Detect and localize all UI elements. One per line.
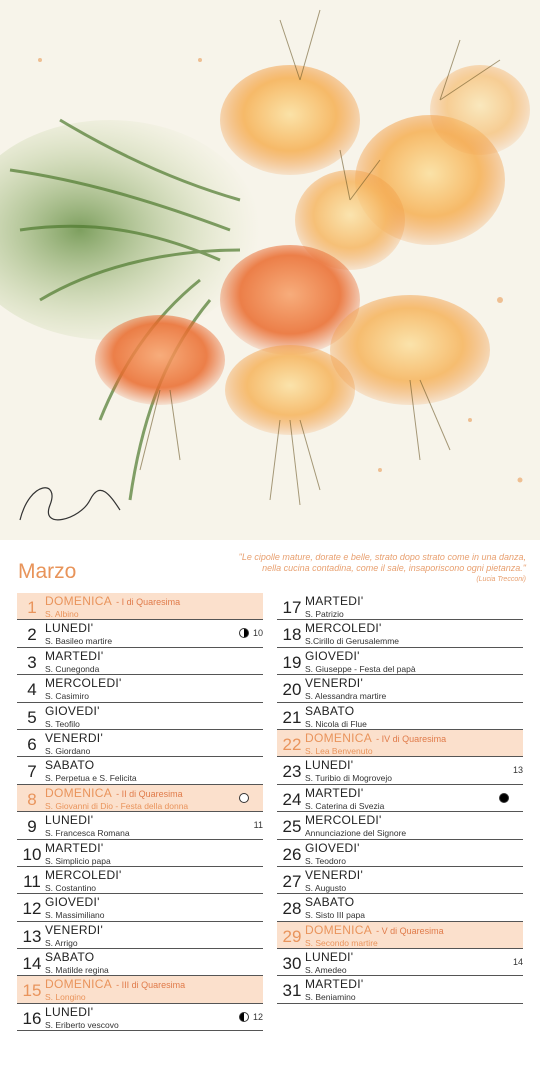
weekday-name: DOMENICA	[305, 922, 373, 937]
calendar-day-row	[277, 620, 523, 647]
calendar-column-left	[17, 593, 263, 1031]
weekday-name: VENERDI'	[45, 922, 104, 937]
weekday-name: SABATO	[45, 758, 95, 773]
day-number: 19	[282, 652, 302, 672]
calendar-day-row	[17, 730, 263, 757]
saint-name: S. Giordano	[45, 745, 91, 756]
day-number: 3	[27, 652, 37, 672]
calendar-day-row	[277, 812, 523, 839]
saint-name: S. Longino	[45, 992, 86, 1003]
saint-name: S. Beniamino	[305, 992, 356, 1003]
liturgical-note: - III di Quaresima	[116, 980, 186, 991]
weekday-label	[45, 731, 103, 745]
day-number: 24	[282, 789, 302, 809]
quote-author: (Lucia Trecconi)	[476, 576, 526, 583]
calendar-day-row	[277, 785, 523, 812]
calendar-day-row	[277, 840, 523, 867]
weekday-label	[305, 621, 382, 635]
moon-phase-icon	[239, 793, 249, 803]
day-number: 25	[282, 817, 302, 837]
liturgical-note: - I di Quaresima	[116, 597, 181, 607]
weekday-label	[305, 704, 354, 718]
week-number: 14	[512, 957, 523, 968]
calendar-day-row	[17, 867, 263, 894]
week-number: 10	[252, 628, 263, 639]
weekday-label	[45, 950, 94, 964]
weekday-label	[45, 841, 103, 855]
calendar-day-row	[17, 703, 263, 730]
day-number: 20	[282, 680, 302, 700]
weekday-label	[45, 649, 103, 663]
weekday-label	[45, 621, 93, 635]
saint-name: S. Francesca Romana	[45, 828, 130, 839]
weekday-name: MERCOLEDI'	[305, 621, 382, 636]
day-number: 29	[282, 926, 302, 946]
day-number: 28	[282, 899, 302, 919]
day-number: 22	[282, 734, 302, 754]
weekday-label	[305, 786, 363, 800]
weekday-name: MERCOLEDI'	[305, 813, 382, 828]
calendar-day-row	[17, 593, 263, 620]
day-number: 26	[282, 844, 302, 864]
day-number: 17	[282, 598, 302, 617]
moon-phase-icon	[239, 1012, 249, 1022]
day-number: 31	[282, 981, 302, 1001]
liturgical-note: - V di Quaresima	[376, 925, 444, 936]
saint-name: S. Matilde regina	[45, 965, 109, 976]
weekday-label	[305, 813, 382, 827]
weekday-label	[305, 950, 353, 964]
calendar-day-row	[277, 648, 523, 675]
calendar-column-right	[277, 593, 523, 1004]
day-number: 9	[27, 817, 37, 837]
weekday-label	[45, 1005, 93, 1019]
weekday-name: MARTEDI'	[305, 594, 364, 608]
week-number: 13	[512, 765, 523, 776]
weekday-label	[305, 676, 363, 690]
calendar-day-row	[17, 648, 263, 675]
weekday-label	[305, 868, 363, 882]
weekday-name: MERCOLEDI'	[45, 867, 122, 882]
saint-name: S. Cunegonda	[45, 663, 100, 674]
calendar-day-row	[277, 867, 523, 894]
calendar-day-row	[17, 949, 263, 976]
calendar-day-row	[17, 675, 263, 702]
saint-name: S. Basileo martire	[45, 636, 113, 647]
day-number: 27	[282, 871, 302, 891]
saint-name: S. Massimiliano	[45, 910, 105, 921]
weekday-label	[305, 841, 360, 855]
saint-name: S. Alessandra martire	[305, 691, 387, 702]
weekday-name: VENERDI'	[305, 676, 364, 691]
day-number: 13	[22, 926, 42, 946]
weekday-name: MARTEDI'	[305, 977, 364, 992]
saint-name: S.Cirillo di Gerusalemme	[305, 636, 399, 647]
weekday-name: VENERDI'	[45, 730, 104, 745]
weekday-label	[45, 923, 103, 937]
quote-text: "Le cipolle mature, dorate e belle, strato dopo strato come in una danza, nella cucina contadina, come il sale, insaporiscono ogni pietanza."	[238, 552, 526, 573]
saint-name: S. Casimiro	[45, 691, 89, 702]
day-number: 15	[22, 981, 42, 1001]
saint-name: S. Arrigo	[45, 937, 78, 948]
weekday-name: LUNEDI'	[305, 758, 354, 773]
weekday-name: LUNEDI'	[305, 950, 354, 965]
weekday-name: MARTEDI'	[305, 785, 364, 800]
saint-name: S. Simplicio papa	[45, 855, 111, 866]
saint-name: S. Augusto	[305, 882, 347, 893]
calendar-day-row	[277, 703, 523, 730]
saint-name: S. Caterina di Svezia	[305, 800, 385, 811]
weekday-label	[305, 977, 363, 991]
weekday-name: DOMENICA	[305, 730, 373, 745]
moon-phase-icon	[239, 628, 249, 638]
weekday-label	[305, 594, 363, 608]
saint-name: S. Sisto III papa	[305, 910, 366, 921]
weekday-name: MARTEDI'	[45, 648, 104, 663]
liturgical-note: - II di Quaresima	[116, 788, 183, 799]
day-number: 4	[27, 680, 37, 700]
calendar-day-row	[17, 976, 263, 1003]
week-number: 12	[252, 1011, 263, 1022]
weekday-name: DOMENICA	[45, 977, 113, 992]
calendar-day-row	[277, 730, 523, 757]
calendar-day-row	[277, 675, 523, 702]
weekday-name: GIOVEDI'	[45, 895, 100, 910]
weekday-name: LUNEDI'	[45, 813, 94, 828]
moon-phase-icon	[499, 793, 509, 803]
calendar-day-row	[17, 894, 263, 921]
weekday-name: DOMENICA	[45, 785, 113, 800]
weekday-label	[305, 758, 353, 772]
weekday-label	[45, 786, 183, 800]
weekday-label	[45, 868, 122, 882]
weekday-name: MARTEDI'	[45, 840, 104, 855]
weekday-label	[305, 649, 360, 663]
weekday-name: DOMENICA	[45, 594, 113, 608]
weekday-label	[45, 704, 100, 718]
calendar-day-row	[17, 757, 263, 784]
saint-name: S. Turibio di Mogrovejo	[305, 773, 392, 784]
day-number: 6	[27, 734, 37, 754]
day-number: 8	[27, 789, 37, 809]
weekday-label	[45, 813, 93, 827]
saint-name: S. Giuseppe - Festa del papà	[305, 663, 416, 674]
calendar-day-row	[17, 785, 263, 812]
day-number: 30	[282, 954, 302, 974]
calendar-day-row	[17, 620, 263, 647]
day-number: 12	[22, 899, 42, 919]
weekday-name: GIOVEDI'	[45, 703, 100, 718]
day-number: 23	[282, 762, 302, 782]
day-number: 14	[22, 954, 42, 974]
day-number: 1	[27, 598, 37, 617]
weekday-name: GIOVEDI'	[305, 648, 360, 663]
day-number: 18	[282, 625, 302, 645]
weekday-name: GIOVEDI'	[305, 840, 360, 855]
calendar-day-row	[277, 894, 523, 921]
liturgical-note: - IV di Quaresima	[376, 733, 447, 744]
saint-name: S. Secondo martire	[305, 937, 378, 948]
calendar-day-row	[277, 949, 523, 976]
saint-name: Annunciazione del Signore	[305, 828, 407, 839]
calendar-day-row	[17, 812, 263, 839]
weekday-label	[45, 758, 94, 772]
calendar-day-row	[277, 757, 523, 784]
week-number: 11	[253, 820, 263, 831]
month-title: Marzo	[18, 560, 77, 583]
weekday-name: LUNEDI'	[45, 621, 94, 636]
weekday-name: SABATO	[305, 895, 355, 910]
day-number: 11	[23, 871, 41, 891]
saint-name: S. Costantino	[45, 882, 97, 893]
day-number: 2	[27, 625, 37, 645]
saint-name: S. Amedeo	[305, 965, 347, 976]
saint-name: S. Eriberto vescovo	[45, 1019, 119, 1030]
saint-name: S. Teofilo	[45, 718, 80, 729]
day-number: 7	[27, 762, 37, 782]
weekday-name: SABATO	[305, 703, 355, 718]
saint-name: S. Perpetua e S. Felicita	[45, 773, 137, 784]
day-number: 16	[22, 1008, 42, 1028]
calendar-day-row	[277, 976, 523, 1003]
weekday-label	[305, 895, 354, 909]
weekday-label	[305, 731, 446, 745]
saint-name: S. Lea Benvenuto	[305, 745, 373, 756]
day-number: 10	[22, 844, 42, 864]
saint-name: S. Giovanni di Dio - Festa della donna	[45, 800, 189, 811]
weekday-name: VENERDI'	[305, 867, 364, 882]
weekday-name: SABATO	[45, 950, 95, 965]
weekday-label	[45, 594, 180, 608]
weekday-label	[305, 923, 444, 937]
weekday-label	[45, 977, 185, 991]
weekday-label	[45, 676, 122, 690]
weekday-name: MERCOLEDI'	[45, 676, 122, 691]
calendar-day-row	[277, 593, 523, 620]
saint-name: S. Patrizio	[305, 609, 344, 619]
quote	[226, 552, 526, 585]
calendar-day-row	[17, 1004, 263, 1031]
saint-name: S. Albino	[45, 609, 79, 619]
weekday-name: LUNEDI'	[45, 1004, 94, 1019]
weekday-label	[45, 895, 100, 909]
day-number: 21	[282, 707, 302, 727]
saint-name: S. Nicola di Flue	[305, 718, 367, 729]
calendar-day-row	[17, 922, 263, 949]
calendar-day-row	[17, 840, 263, 867]
saint-name: S. Teodoro	[305, 855, 346, 866]
calendar-day-row	[277, 922, 523, 949]
day-number: 5	[27, 707, 37, 727]
